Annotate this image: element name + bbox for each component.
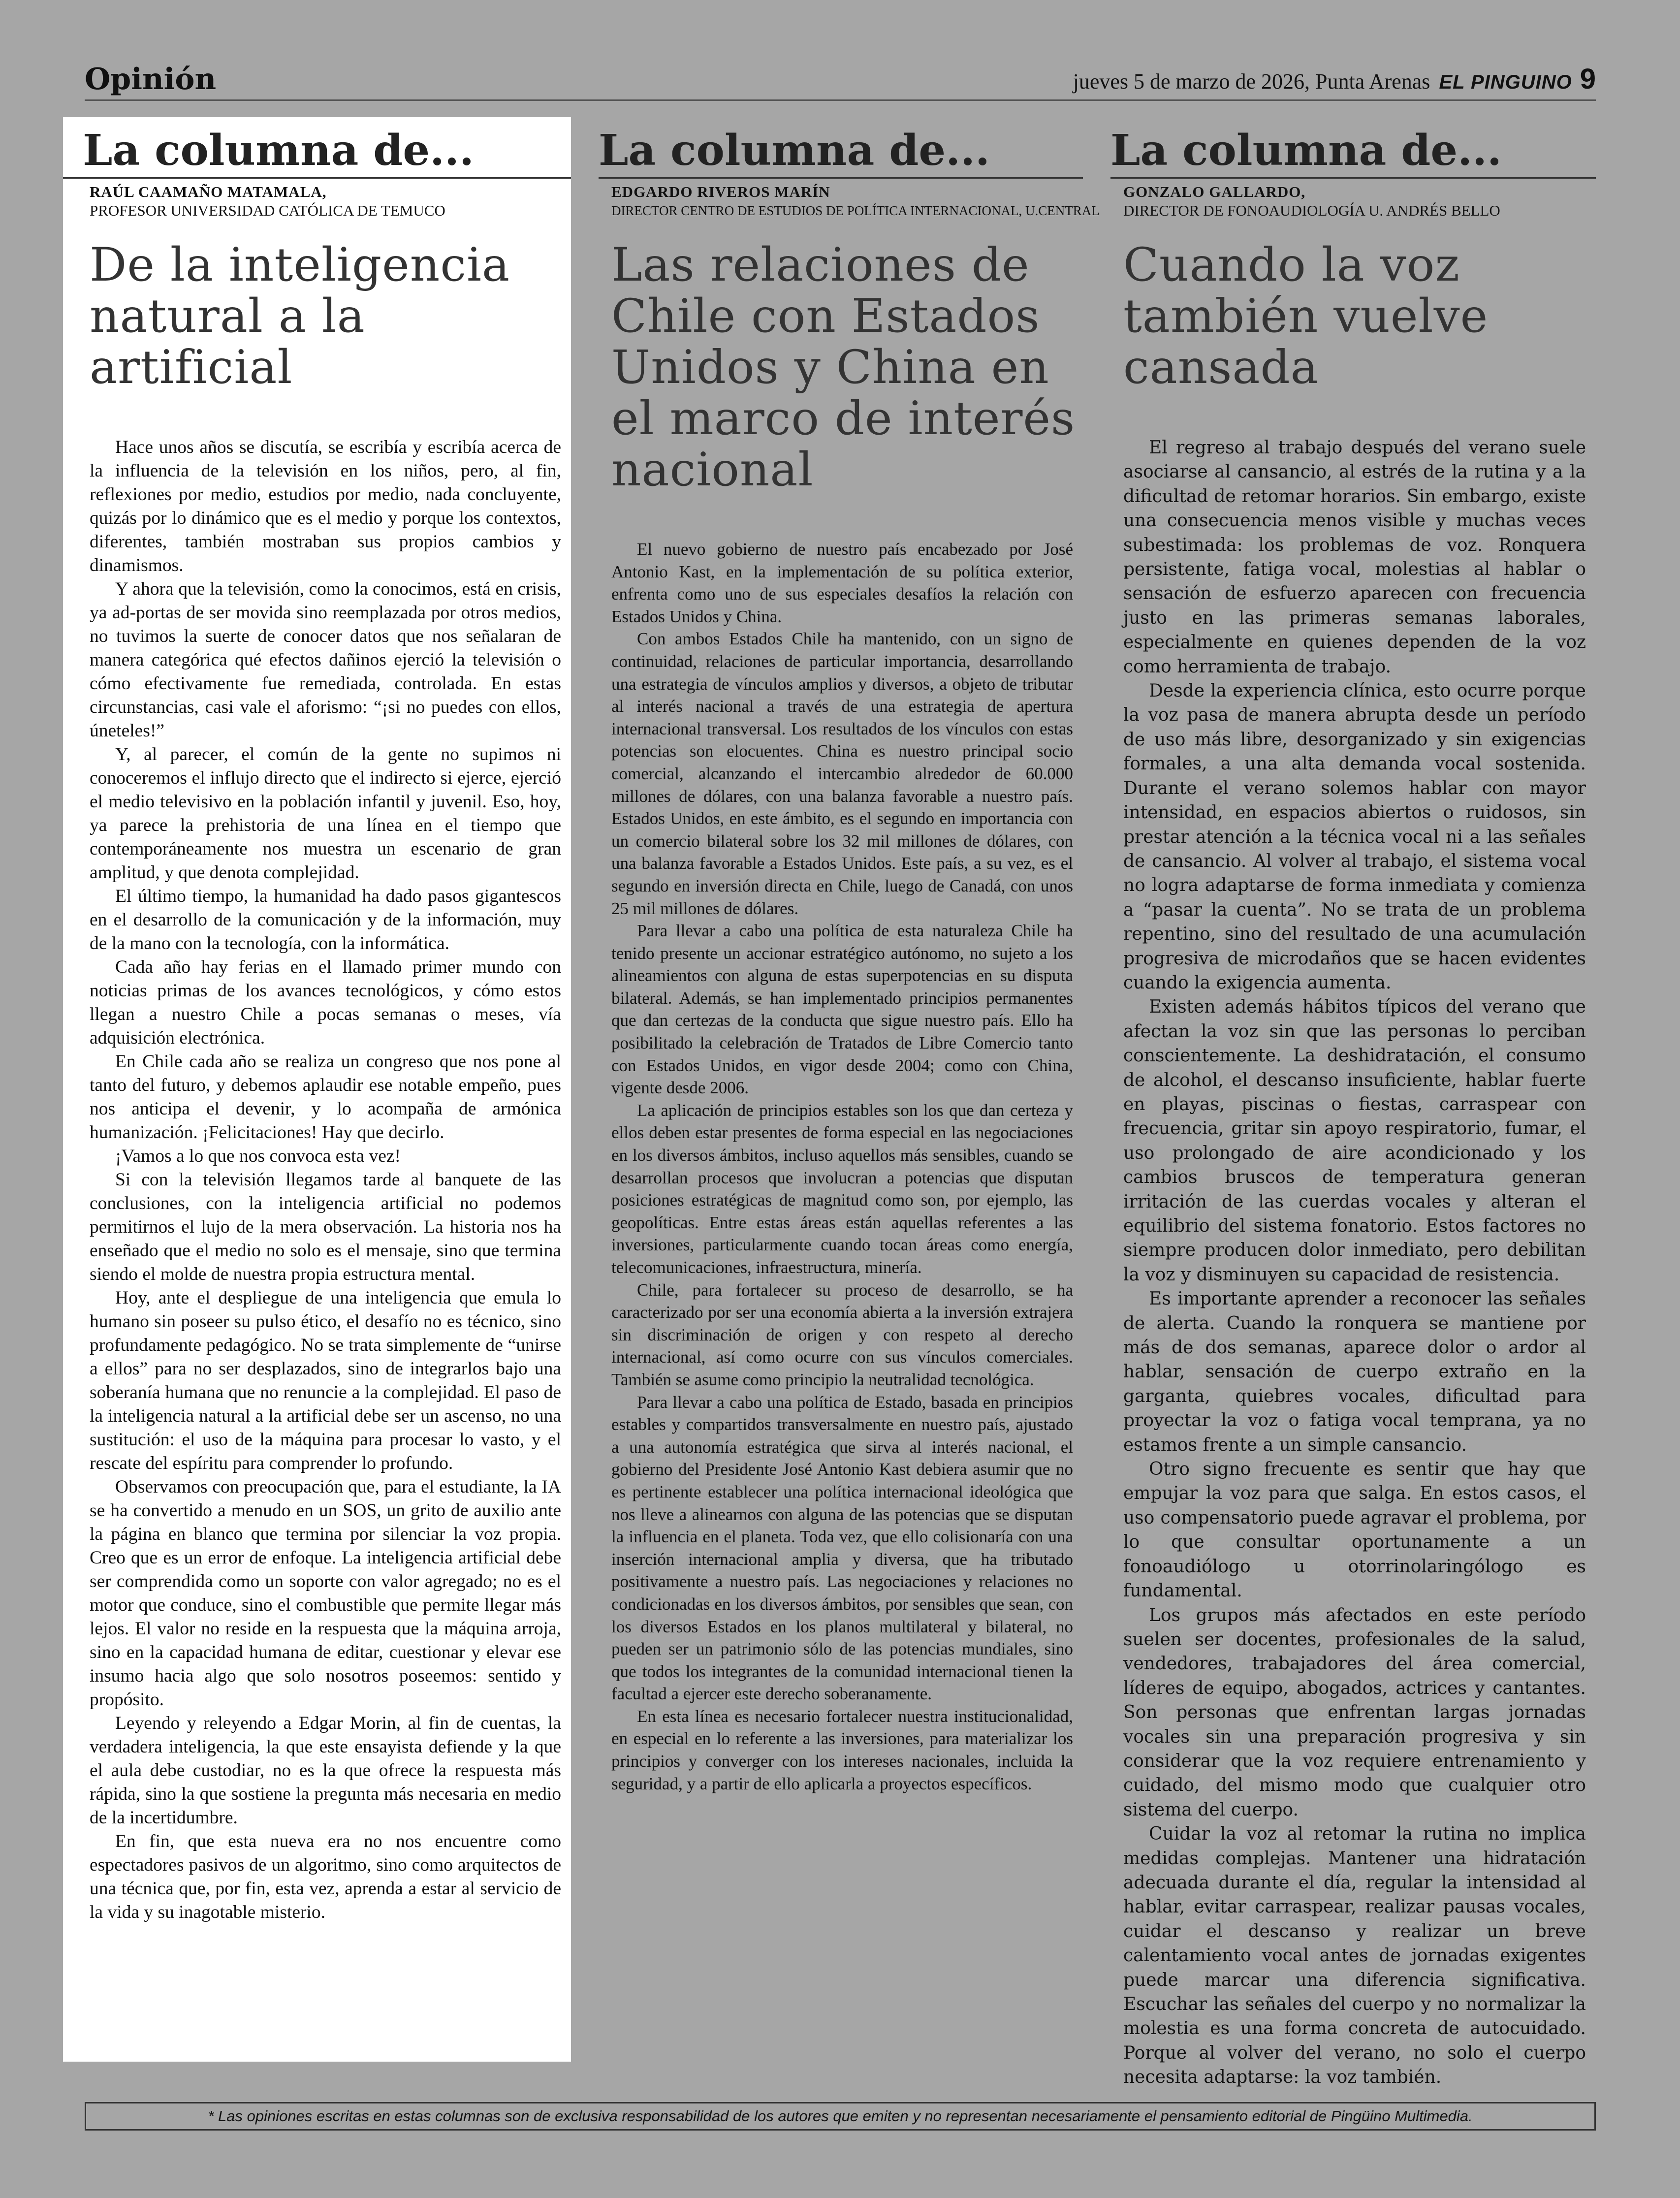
dateline: jueves 5 de marzo de 2026, Punta Arenas — [1073, 69, 1430, 94]
paragraph: Con ambos Estados Chile ha mantenido, con un signo de continuidad, relaciones de particular importancia, desarrollando una estrategia de vínculos amplios y diversos, a objeto de tributar al interés nacional a través de una estrategia de apertura internacional transversal. Los resultados de los vínculos con estas potencias son elocuentes. China es nuestro principal socio comercial, alcanzando el intercambio alrededor de 60.000 millones de dólares, con una balanza favorable a nuestro país. Estados Unidos, en este ámbito, es el segundo en importancia con un comercio bilateral sobre los 32 mil millones de dólares, con una balanza favorable a Estados Unidos. Este país, a su vez, es el segundo en inversión directa en Chile, luego de Canadá, con unos 25 mil millones de dólares. — [611, 629, 1073, 918]
column-kicker: La columna de... — [1110, 126, 1596, 179]
section-title: Opinión — [85, 62, 217, 96]
disclaimer-footer: * Las opiniones escritas en estas columnas son de exclusiva responsabilidad de los autores que emiten y no representan necesariamente el pensamiento editorial de Pingüino Multimedia. — [85, 2102, 1596, 2131]
paragraph: Leyendo y releyendo a Edgar Morin, al fin de cuentas, la verdadera inteligencia, la que este ensayista defiende y la que el aula debe custodiar, no es la que ofrece la respuesta más rápida, sino la que sostiene la pregunta más necesaria en medio de la incertidumbre. — [90, 1713, 561, 1828]
paragraph: Y, al parecer, el común de la gente no supimos ni conoceremos el influjo directo que el indirecto si ejerce, ejerció el medio televisivo en la población infantil y juvenil. Eso, hoy, ya parece la prehistoria de una línea en el tiempo que contemporáneamente nos muestra un escenario de gran amplitud, y que denota complejidad. — [90, 744, 561, 883]
author-name: GONZALO GALLARDO, — [1123, 183, 1306, 200]
paragraph: Existen además hábitos típicos del verano que afectan la voz sin que las personas lo perciban conscientemente. La deshidratación, el consumo de alcohol, el descanso insuficiente, hablar fuerte en playas, piscinas o fiestas, carraspear con frecuencia, gritar sin apoyo respiratorio, fumar, el uso prolongado de aire acondicionado y los cambios bruscos de temperatura generan irritación de las cuerdas vocales y alteran el equilibrio del sistema fonatorio. Estos factores no siempre producen dolor inmediato, pero debilitan la voz y disminuyen su capacidad de resistencia. — [1123, 997, 1586, 1285]
column-kicker: La columna de... — [599, 126, 1083, 179]
paragraph: En fin, que esta nueva era no nos encuentre como espectadores pasivos de un algoritmo, sino como arquitectos de una técnica que, por fin, esta vez, aprenda a estar al servicio de la vida y su inagotable misterio. — [90, 1831, 561, 1922]
paragraph: Para llevar a cabo una política de Estado, basada en principios estables y compartidos transversalmente en nuestro país, ajustado a una autonomía estratégica que sirva al interés nacional, el gobierno del Presidente José Antonio Kast debiera asumir que no es pertinente establecer una política internacional ideológica que nos lleve a alinearnos con alguna de las potencias que se disputan la influencia en el planeta. Toda vez, que ello colisionaría con una inserción internacional amplia y diversa, que ha tributado positivamente a nuestro país. Las negociaciones y relaciones no condicionadas en los diversos ámbitos, por sensibles que sean, con los diversos Estados en los planos multilateral y bilateral, no pueden ser un patrimonio sólo de las potencias mundiales, sino que todos los integrantes de la comunidad internacional tienen la facultad a ejercer este derecho soberanamente. — [611, 1392, 1073, 1704]
paragraph: En Chile cada año se realiza un congreso que nos pone al tanto del futuro, y debemos aplaudir ese notable empeño, pues nos anticipa el devenir, y lo acompaña de armónica humanización. ¡Felicitaciones! Hay que decirlo. — [90, 1051, 561, 1143]
author-name: RAÚL CAAMAÑO MATAMALA, — [90, 183, 327, 200]
article-headline: Cuando la voz también vuelve cansada — [1123, 238, 1489, 394]
author-role: DIRECTOR CENTRO DE ESTUDIOS DE POLÍTICA INTERNACIONAL, U.CENTRAL — [611, 203, 1100, 218]
paragraph: Hace unos años se discutía, se escribía y escribía acerca de la influencia de la televisión en los niños, pero, al fin, reflexiones por medio, estudios por medio, nada concluyente, quizás por lo dinámico que es el medio y porque los contextos, diferentes, también mostraban sus propios cambios y dinamismos. — [90, 437, 561, 575]
paper-name: EL PINGUINO — [1439, 71, 1572, 93]
paragraph: En esta línea es necesario fortalecer nuestra institucionalidad, en especial en lo referente a las inversiones, para materializar los principios y converger con los intereses nacionales, incluida la seguridad, y a partir de ello aplicarla a proyectos específicos. — [611, 1706, 1073, 1793]
paragraph: Hoy, ante el despliegue de una inteligencia que emula lo humano sin poseer su pulso ético, el desafío no es técnico, sino profundamente pedagógico. No se trata simplemente de “unirse a ellos” para no ser desplazados, sino de integrarlos bajo una soberanía humana que no renuncie a la complejidad. El paso de la inteligencia natural a la artificial debe ser un ascenso, no una sustitución: el uso de la máquina para procesar lo vasto, y el rescate del espíritu para comprender lo profundo. — [90, 1288, 561, 1473]
column-riveros — [599, 117, 1100, 2062]
paragraph: Desde la experiencia clínica, esto ocurre porque la voz pasa de manera abrupta desde un período de uso más libre, desorganizado y sin exigencias formales, a una alta demanda vocal sostenida. Durante el verano solemos hablar con mayor intensidad, en espacios abiertos o ruidosos, sin prestar atención a la técnica vocal ni a las señales de cansancio. Al volver al trabajo, el sistema vocal no logra adaptarse de forma inmediata y comienza a “pasar la cuenta”. No se trata de un problema repentino, sino del resultado de una acumulación progresiva de microdaños que se hacen evidentes cuando la exigencia aumenta. — [1123, 681, 1586, 993]
column-kicker: La columna de... — [63, 126, 571, 179]
column-caamano — [63, 117, 571, 2062]
page-number: 9 — [1580, 63, 1596, 95]
column-gallardo — [1110, 117, 1596, 2088]
paragraph: Y ahora que la televisión, como la conocimos, está en crisis, ya ad-portas de ser movida sino reemplazada por otros medios, no tuvimos la suerte de conocer datos que nos señalaran de manera categórica qué efectos dañinos ejerció la televisión o cómo efectivamente fue remediada, controlada. En estas circunstancias, casi vale el aforismo: “¡si no puedes con ellos, úneteles!” — [90, 579, 561, 741]
paragraph: Los grupos más afectados en este período suelen ser docentes, profesionales de la salud, vendedores, trabajadores del área comercial, líderes de equipo, abogados, actrices y cantantes. Son personas que enfrentan largas jornadas vocales sin una preparación progresiva y sin considerar que la voz requiere entrenamiento y cuidado, del mismo modo que cualquier otro sistema del cuerpo. — [1123, 1605, 1586, 1820]
paragraph: Para llevar a cabo una política de esta naturaleza Chile ha tenido presente un accionar estratégico autónomo, no sujeto a los alineamientos con alguna de estas superpotencias en su disputa bilateral. Además, se han implementado principios permanentes que dan certezas de la conducta que sigue nuestro país. Ello ha posibilitado la celebración de Tratados de Libre Comercio tanto con Estados Unidos, en vigor desde 2004; como con China, vigente desde 2006. — [611, 921, 1073, 1098]
paragraph: Cada año hay ferias en el llamado primer mundo con noticias primas de los avances tecnológicos, y cómo estos llegan a nuestro Chile a pocas semanas o meses, vía adquisición electrónica. — [90, 957, 561, 1048]
article-body — [606, 538, 1083, 1795]
paragraph: Observamos con preocupación que, para el estudiante, la IA se ha convertido a menudo en un SOS, un grito de auxilio ante la página en blanco que termina por silenciar la voz propia. Creo que es un error de enfoque. La inteligencia artificial debe ser comprendida como un soporte con valor agregado; no es el motor que conduce, sino el combustible que permite llegar más lejos. El valor no reside en la respuesta que la máquina arroja, sino en la capacidad humana de editar, cuestionar y elevar ese insumo hacia algo que solo nosotros poseemos: sentido y propósito. — [90, 1477, 561, 1710]
paragraph: Otro signo frecuente es sentir que hay que empujar la voz para que salga. En estos casos, el uso compensatorio puede agravar el problema, por lo que consultar oportunamente a un fonoaudiólogo u otorrinolaringólogo es fundamental. — [1123, 1459, 1586, 1601]
paragraph: Es importante aprender a reconocer las señales de alerta. Cuando la ronquera se mantiene por más de dos semanas, aparece dolor o ardor al hablar, sensación de cuerpo extraño en la garganta, quiebres vocales, dificultad para proyectar la voz o fatiga vocal temprana, ya no estamos frente a un simple cansancio. — [1123, 1289, 1586, 1455]
author-role: PROFESOR UNIVERSIDAD CATÓLICA DE TEMUCO — [90, 202, 445, 219]
paragraph: El nuevo gobierno de nuestro país encabezado por José Antonio Kast, en la implementación de su política exterior, enfrenta como uno de sus especiales desafíos la relación con Estados Unidos y China. — [611, 540, 1073, 626]
author-role: DIRECTOR DE FONOAUDIOLOGÍA U. ANDRÉS BELLO — [1123, 202, 1500, 219]
paragraph: Si con la televisión llegamos tarde al banquete de las conclusiones, con la inteligencia artificial no podemos permitirnos el lujo de la mera observación. La historia nos ha enseñado que el medio no solo es el mensaje, sino que termina siendo el molde de nuestra propia estructura mental. — [90, 1170, 561, 1284]
paragraph: El regreso al trabajo después del verano suele asociarse al cansancio, al estrés de la rutina y a la dificultad de retomar horarios. Sin embargo, existe una consecuencia menos visible y muchas veces subestimada: los problemas de voz. Ronquera persistente, fatiga vocal, molestias al hablar o sensación de esfuerzo aparecen con frecuencia justo en las primeras semanas laborales, especialmente en quienes dependen de la voz como herramienta de trabajo. — [1123, 438, 1586, 677]
article-headline: De la inteligencia natural a la artificial — [90, 238, 510, 394]
article-body — [85, 436, 571, 1924]
paragraph: Cuidar la voz al retomar la rutina no implica medidas complejas. Mantener una hidratación adecuada durante el día, regular la intensidad al hablar, evitar carraspear, realizar pausas vocales, cuidar el descanso y realizar un breve calentamiento vocal antes de jornadas exigentes puede marcar una diferencia significativa. Escuchar las señales del cuerpo y no normalizar la molestia es una forma concreta de autocuidado. Porque al volver del verano, no solo el cuerpo necesita adaptarse: la voz también. — [1123, 1824, 1586, 2088]
article-headline: Las relaciones de Chile con Estados Unidos y China en el marco de interés nacional — [611, 238, 1076, 497]
paragraph: El último tiempo, la humanidad ha dado pasos gigantescos en el desarrollo de la comunicación y de la información, muy de la mano con la tecnología, con la informática. — [90, 886, 561, 954]
paragraph: ¡Vamos a lo que nos convoca esta vez! — [115, 1146, 401, 1166]
header-info — [1073, 59, 1596, 99]
page-header — [85, 59, 1596, 101]
article-body — [1118, 436, 1596, 2090]
paragraph: La aplicación de principios estables son los que dan certeza y ellos deben estar presentes de forma especial en las negociaciones en los diversos ámbitos, incluso aquellos más sensibles, cuando se desarrollan procesos que involucran a potencias que disputan posiciones estratégicas de magnitud como son, por ejemplo, las geopolíticas. Entre estas áreas están aquellas referentes a las inversiones, particularmente cuando tocan áreas como energía, telecomunicaciones, infraestructura, minería. — [611, 1100, 1073, 1277]
author-name: EDGARDO RIVEROS MARÍN — [611, 183, 830, 200]
paragraph: Chile, para fortalecer su proceso de desarrollo, se ha caracterizado por ser una economía abierta a la inversión extrajera sin discriminación de origen y con respeto al derecho internacional, así como ocurre con sus vínculos comerciales. También se asume como principio la neutralidad tecnológica. — [611, 1280, 1073, 1389]
